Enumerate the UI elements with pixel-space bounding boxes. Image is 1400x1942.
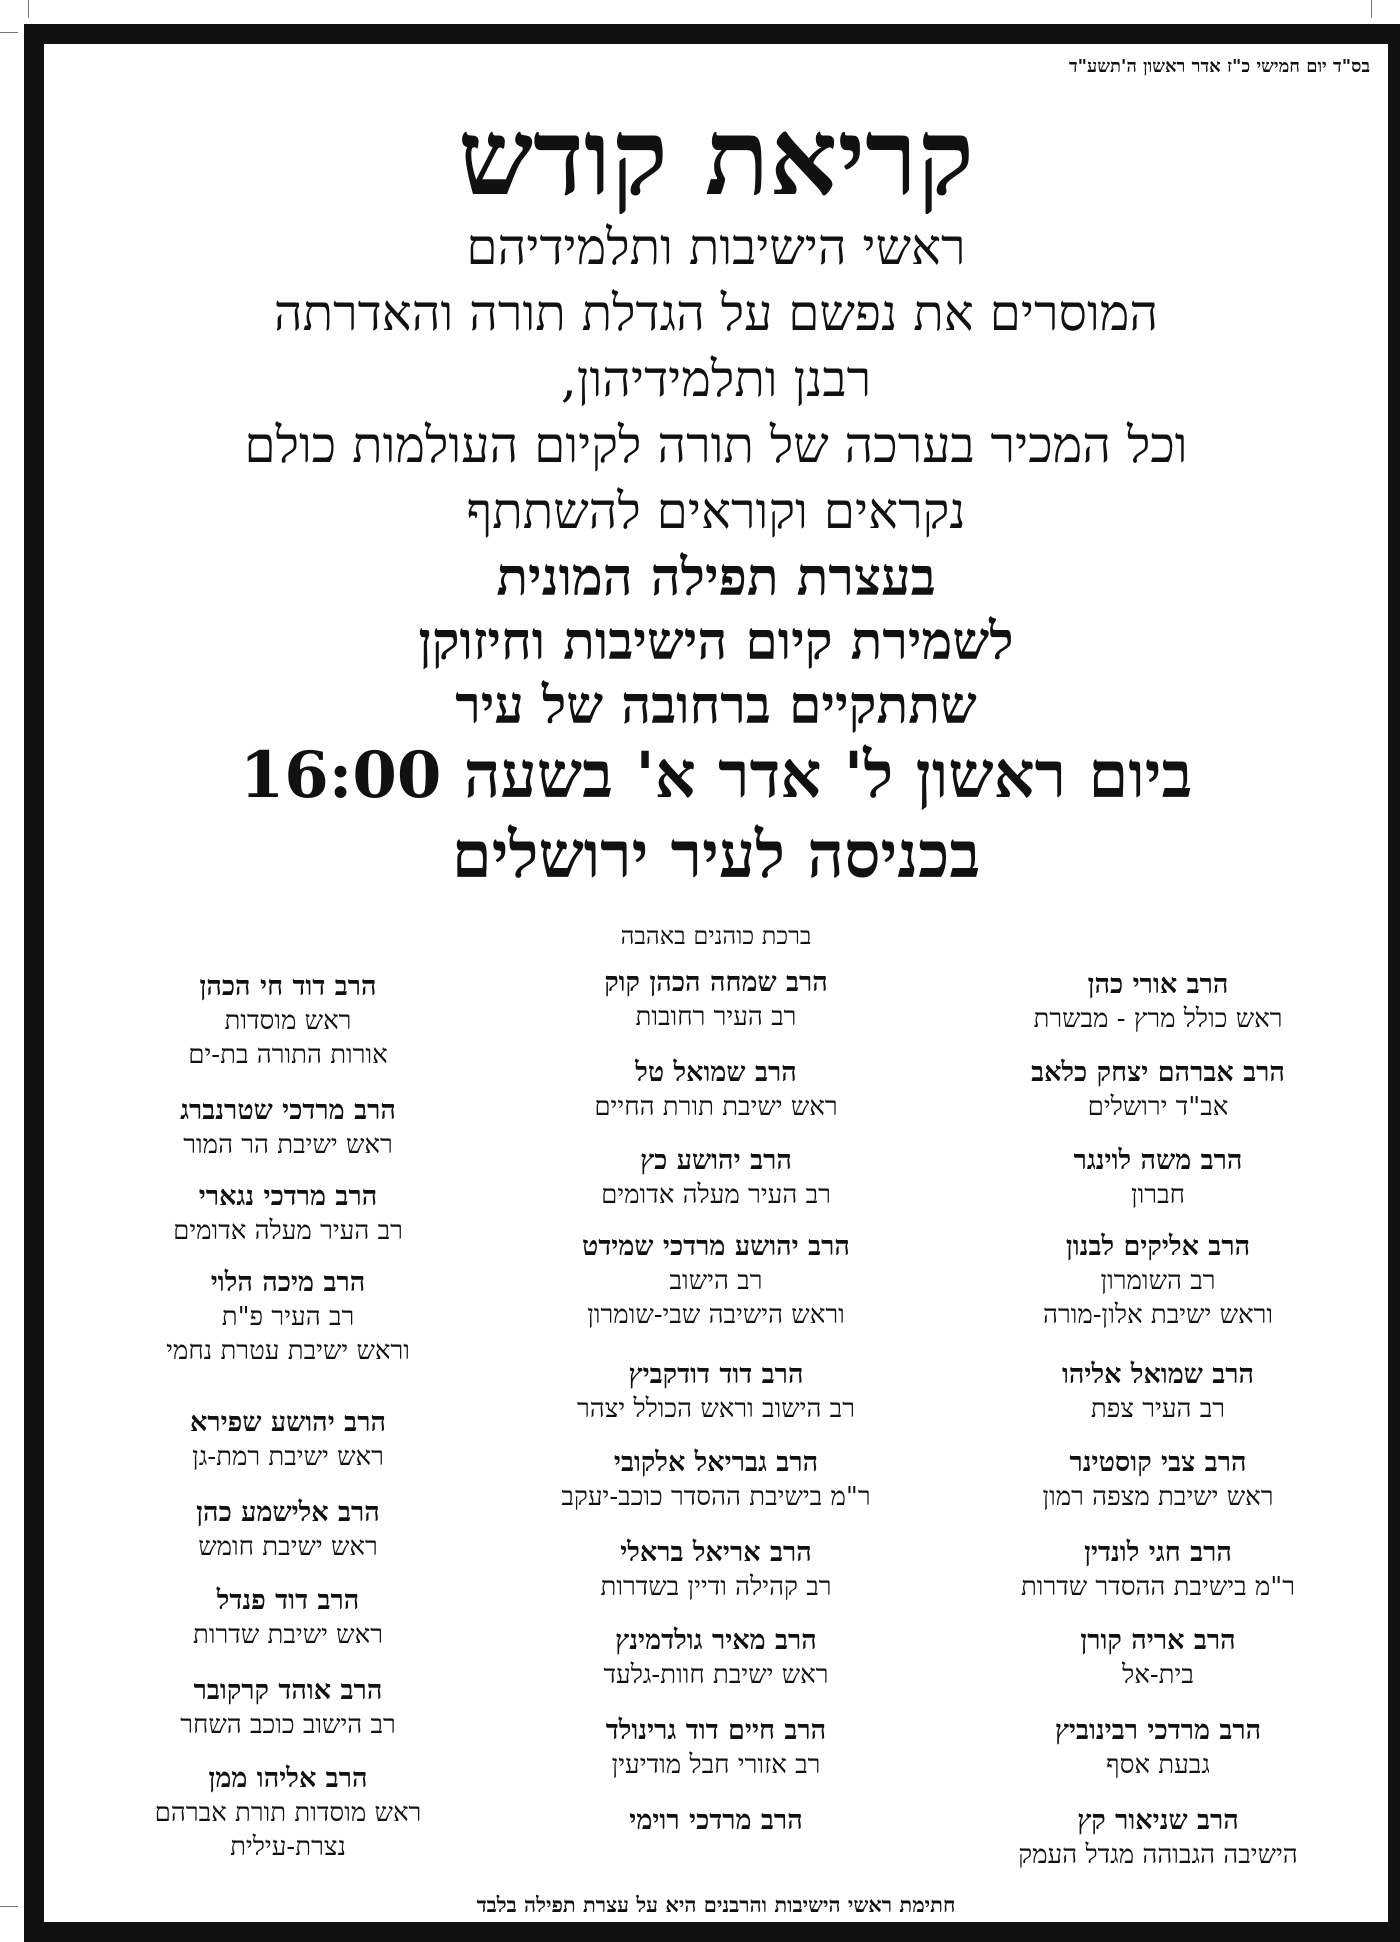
event-location: בכניסה לעיר ירושלים bbox=[451, 818, 981, 893]
signatory bbox=[536, 1536, 896, 1604]
signatory bbox=[108, 1674, 468, 1742]
signatory bbox=[108, 1584, 468, 1652]
signatory-name: הרב מרדכי רוימי bbox=[629, 1805, 803, 1836]
signatory bbox=[536, 1804, 896, 1838]
signatory-title: ראש מוסדות bbox=[224, 1006, 352, 1036]
signatory bbox=[108, 1406, 468, 1474]
signatory-name: הרב אריה קורן bbox=[1080, 1625, 1236, 1656]
signatory bbox=[978, 1714, 1338, 1782]
signatory-title: רב העיר רחובות bbox=[635, 1002, 797, 1032]
signatory-title: רב קהילה ודיין בשדרות bbox=[600, 1572, 832, 1602]
crop-mark bbox=[0, 32, 18, 33]
signatory bbox=[536, 1446, 896, 1514]
signatory bbox=[536, 1230, 896, 1332]
signatory-name: הרב מיכה הלוי bbox=[210, 1267, 366, 1298]
crop-mark bbox=[0, 1906, 18, 1907]
signatory-name: הרב גבריאל אלקובי bbox=[613, 1447, 819, 1478]
signatory bbox=[108, 1266, 468, 1368]
signatory-title: חברון bbox=[1131, 1180, 1185, 1210]
poster-frame bbox=[24, 24, 1400, 1942]
signatory bbox=[978, 1804, 1338, 1872]
signatory-title: ראש ישיבת תורת החיים bbox=[594, 1092, 838, 1122]
signatory-title: גבעת אסף bbox=[1106, 1750, 1210, 1780]
signatory bbox=[108, 1180, 468, 1248]
signatory-name: הרב דוד פנדל bbox=[216, 1585, 360, 1616]
signatory-title: וראש הישיבה שבי-שומרון bbox=[587, 1300, 845, 1330]
signatory-title: ר"מ בישיבת ההסדר שדרות bbox=[1020, 1572, 1296, 1602]
signatory-name: הרב צבי קוסטינר bbox=[1069, 1447, 1247, 1478]
signatory bbox=[536, 1624, 896, 1692]
date-line: בס"ד יום חמישי כ"ז אדר ראשון ה'תשע"ד bbox=[1068, 56, 1370, 77]
signatory-name: הרב אוהד קרקובר bbox=[193, 1675, 383, 1706]
signatory-name: הרב שניאור קץ bbox=[1077, 1805, 1239, 1836]
signatory-title: וראש ישיבת עטרת נחמי bbox=[166, 1336, 410, 1366]
event-line: לשמירת קיום הישיבות וחיזוקן bbox=[418, 611, 1014, 672]
signatory-title: רב הישוב bbox=[669, 1266, 763, 1296]
signatory-name: הרב חיים דוד גרינולד bbox=[605, 1715, 827, 1746]
signatory bbox=[978, 1056, 1338, 1124]
signatory-name: הרב שמואל טל bbox=[635, 1057, 797, 1088]
crop-mark bbox=[1371, 0, 1372, 18]
signatory-title: רב העיר מעלה אדומים bbox=[173, 1216, 403, 1246]
signatory bbox=[108, 1094, 468, 1162]
signatory-name: הרב מאיר גולדמינץ bbox=[615, 1625, 817, 1656]
signatory-name: הרב שמואל אליהו bbox=[1061, 1359, 1255, 1390]
signatory-title: רב הישוב וראש הכולל יצהר bbox=[577, 1394, 855, 1424]
signatory bbox=[536, 1056, 896, 1124]
signatory bbox=[108, 970, 468, 1072]
signatory-name: הרב אליהו ממן bbox=[208, 1763, 368, 1794]
headline-line: נקראים וקוראים להשתתף bbox=[466, 482, 966, 540]
signatory-title: רב אזורי חבל מודיעין bbox=[611, 1750, 821, 1780]
signatory-title: אב"ד ירושלים bbox=[1087, 1092, 1229, 1122]
signatory-title: בית-אל bbox=[1122, 1660, 1194, 1690]
signatory-title: ראש ישיבת שדרות bbox=[193, 1620, 383, 1650]
signatory-title: ראש ישיבת הר המור bbox=[183, 1130, 393, 1160]
headline-line: המוסרים את נפשם על הגדלת תורה והאדרתה bbox=[273, 284, 1159, 342]
signatory-name: הרב מרדכי נגארי bbox=[198, 1181, 378, 1212]
signatory-title: ראש ישיבת חוות-גלעד bbox=[603, 1660, 829, 1690]
signatory-name: הרב דוד דודקביץ bbox=[628, 1359, 804, 1390]
signatory-title: ר"מ בישיבת ההסדר כוכב-יעקב bbox=[561, 1482, 871, 1512]
signatory bbox=[108, 1762, 468, 1864]
signatory-name: הרב אלישמע כהן bbox=[196, 1497, 380, 1528]
signatory-name: הרב שמחה הכהן קוק bbox=[604, 967, 828, 998]
signatory-name: הרב אליקים לבנון bbox=[1065, 1231, 1251, 1262]
headline-line: רבנן ותלמידיהון, bbox=[560, 350, 872, 408]
signatory bbox=[108, 1496, 468, 1564]
signatory-name: הרב משה לוינגר bbox=[1073, 1145, 1243, 1176]
signatory bbox=[978, 1624, 1338, 1692]
signatory-name: הרב יהושע כץ bbox=[640, 1145, 792, 1176]
signatory-title: רב הישוב כוכב השחר bbox=[180, 1710, 396, 1740]
signatory bbox=[536, 1358, 896, 1426]
signatory-title: נצרת-עילית bbox=[230, 1832, 346, 1862]
event-line: בעצרת תפילה המונית bbox=[496, 547, 936, 608]
headline-line: וכל המכיר בערכה של תורה לקיום העולמות כולם bbox=[244, 416, 1188, 474]
signatory-name: הרב יהושע מרדכי שמידט bbox=[582, 1231, 850, 1262]
signatory-title: ראש ישיבת רמת-גן bbox=[192, 1442, 384, 1472]
signatory-name: הרב דוד חי הכהן bbox=[199, 971, 377, 1002]
signatory-title: רב השומרון bbox=[1100, 1266, 1216, 1296]
signatory bbox=[978, 1358, 1338, 1426]
poster-title: קריאת קודש bbox=[457, 94, 975, 219]
event-date-time: ביום ראשון ל' אדר א' בשעה 16:00 bbox=[239, 738, 1193, 813]
signatory-name: הרב יהושע שפירא bbox=[189, 1407, 386, 1438]
signatory-title: וראש ישיבת אלון-מורה bbox=[1042, 1300, 1273, 1330]
signatory-name: הרב אברהם יצחק כלאב bbox=[1031, 1057, 1285, 1088]
signatory-title: ראש ישיבת מצפה רמון bbox=[1042, 1482, 1274, 1512]
signatory bbox=[978, 968, 1338, 1036]
signatory bbox=[536, 1714, 896, 1782]
signatory-title: רב העיר מעלה אדומים bbox=[601, 1180, 831, 1210]
signatory bbox=[536, 1144, 896, 1212]
signatory bbox=[536, 966, 896, 1034]
blessing-line: ברכת כוהנים באהבה bbox=[620, 922, 812, 950]
event-line: שתתקיים ברחובה של עיר bbox=[455, 675, 977, 736]
signatory-name: הרב אריאל בראלי bbox=[620, 1537, 812, 1568]
signatory-title: רב העיר צפת bbox=[1090, 1394, 1226, 1424]
headline-line: ראשי הישיבות ותלמידיהם bbox=[466, 218, 966, 276]
signatory-title: ראש ישיבת חומש bbox=[198, 1532, 378, 1562]
signatory-title: ראש מוסדות תורת אברהם bbox=[154, 1798, 422, 1828]
footer-note: חתימת ראשי הישיבות והרבנים היא על עצרת תפילה בלבד bbox=[476, 1892, 956, 1917]
signatory bbox=[978, 1446, 1338, 1514]
signatory-name: הרב מרדכי רבינוביץ bbox=[1054, 1715, 1262, 1746]
signatory bbox=[978, 1230, 1338, 1332]
signatory-title: ראש כולל מרץ - מבשרת bbox=[1033, 1004, 1283, 1034]
signatory-title: אורות התורה בת-ים bbox=[188, 1040, 388, 1070]
signatory-name: הרב מרדכי שטרנברג bbox=[180, 1095, 396, 1126]
signatory-name: הרב אורי כהן bbox=[1087, 969, 1229, 1000]
poster-content bbox=[44, 44, 1388, 1922]
signatory bbox=[978, 1144, 1338, 1212]
crop-mark bbox=[28, 0, 29, 18]
signatory-name: הרב חגי לונדין bbox=[1084, 1537, 1232, 1568]
signatory-title: רב העיר פ"ת bbox=[221, 1302, 355, 1332]
signatory bbox=[978, 1536, 1338, 1604]
signatory-title: הישיבה הגבוהה מגדל העמק bbox=[1018, 1840, 1298, 1870]
